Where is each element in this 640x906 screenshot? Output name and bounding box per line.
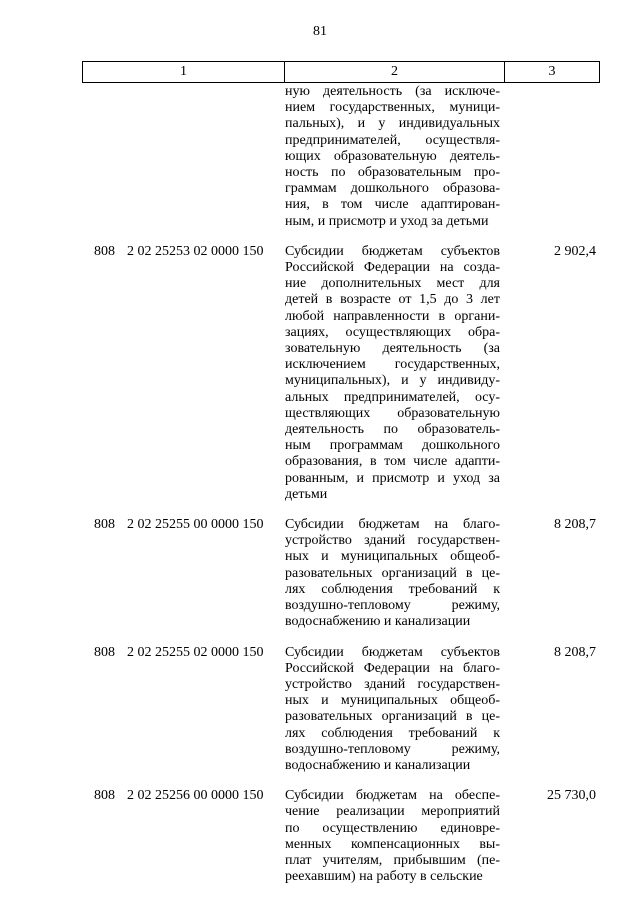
description-line: менных компенсационных вы- [285,836,500,852]
amount-value: 8 208,7 [554,517,596,533]
description-line: ных и муниципальных общеоб- [285,549,500,565]
description-line: любой направленности в органи- [285,308,500,324]
admin-code: 808 [94,243,115,259]
description-line: граммам дошкольного образова- [285,181,500,197]
admin-code: 808 [94,517,115,533]
admin-code: 808 [94,788,115,804]
description-line: пальных), и у индивидуальных [285,116,500,132]
description-line: разовательных организаций в це- [285,709,500,725]
amount-value: 2 902,4 [554,243,596,259]
budget-code: 2 02 25255 00 0000 150 [127,517,264,533]
description-line: ных и муниципальных общеоб- [285,693,500,709]
budget-code: 2 02 25255 02 0000 150 [127,644,264,660]
amount-value: 8 208,7 [554,644,596,660]
description-line: зациях, осуществляющих обра- [285,324,500,340]
description-line: ющих образовательную деятель- [285,148,500,164]
description-line: Российской Федерации на созда- [285,260,500,276]
row-gap [82,230,600,244]
table-header [82,61,600,83]
table-row [82,788,600,885]
description-line: зовательную деятельность (за [285,341,500,357]
row-gap [82,631,600,645]
budget-code: 2 02 25256 00 0000 150 [127,788,264,804]
description-text [285,517,500,630]
description-line: чение реализации мероприятий [285,804,500,820]
table-body [82,84,600,885]
description-line: ние дополнительных мест для [285,276,500,292]
description-line: устройство зданий государствен- [285,676,500,692]
description-line: альных предпринимателей, осу- [285,389,500,405]
description-line: устройство зданий государствен- [285,533,500,549]
description-line: рованным, и присмотр и уход за [285,470,500,486]
description-line: Российской Федерации на благо- [285,660,500,676]
row-gap [82,503,600,517]
admin-code: 808 [94,644,115,660]
budget-code: 2 02 25253 02 0000 150 [127,243,264,259]
page-number: 81 [313,24,327,39]
header-col-2: 2 [285,62,505,82]
description-line: муниципальных), и у индивиду- [285,373,500,389]
table-row [82,517,600,630]
description-line: ную деятельность (за исключе- [285,84,500,99]
header-col-1: 1 [83,62,285,82]
table-row [82,244,600,503]
description-line: Субсидии бюджетам на благо- [285,517,500,533]
table-row [82,645,600,775]
description-text [285,645,500,775]
description-line: нием государственных, муници- [285,100,500,116]
description-line: Субсидии бюджетам субъектов [285,644,500,660]
row-gap [82,774,600,788]
description-line: предпринимателей, осуществля- [285,132,500,148]
description-line: детьми [285,486,328,502]
description-line: по осуществлению единовре- [285,820,500,836]
description-line: деятельность по образователь- [285,422,500,438]
description-text [285,244,500,503]
description-text [285,788,500,885]
description-line: воздушно-тепловому режиму, [285,741,500,757]
description-line: разовательных организаций в це- [285,565,500,581]
description-line: ным, и присмотр и уход за детьми [285,213,489,229]
table-row [82,84,600,230]
description-line: ществляющих образовательную [285,405,500,421]
description-line: образования, в том числе адапти- [285,454,500,470]
header-col-3: 3 [548,64,556,79]
description-line: исключением государственных, [285,357,500,373]
description-line: реехавшим) на работу в сельские [285,869,483,885]
description-line: водоснабжению и канализации [285,614,471,630]
description-line: детей в возрасте от 1,5 до 3 лет [285,292,500,308]
amount-value: 25 730,0 [547,788,596,804]
description-line: воздушно-тепловому режиму, [285,598,500,614]
description-line: водоснабжению и канализации [285,757,471,773]
description-line: Субсидии бюджетам субъектов [285,243,500,259]
description-line: лях соблюдения требований к [285,581,500,597]
description-line: ния, в том числе адаптирован- [285,197,500,213]
description-line: ным программам дошкольного [285,438,500,454]
description-line: Субсидии бюджетам на обеспе- [285,788,500,804]
description-text [285,84,500,230]
description-line: плат учителям, прибывшим (пе- [285,852,500,868]
description-line: ность по образовательным про- [285,165,500,181]
description-line: лях соблюдения требований к [285,725,500,741]
